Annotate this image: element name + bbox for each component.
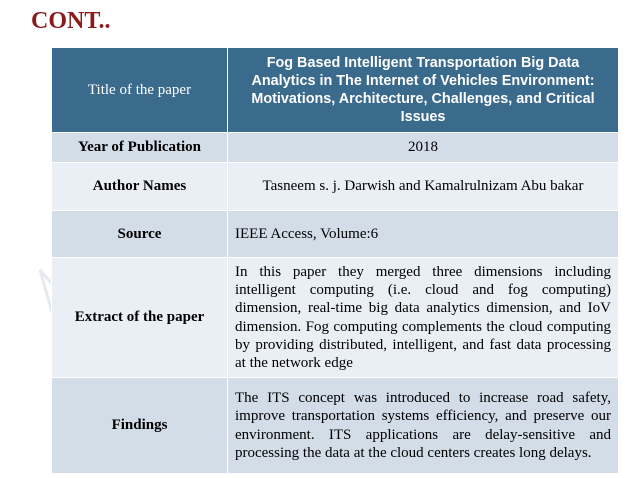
paper-details-table — [51, 47, 619, 474]
table-row-source — [52, 211, 619, 258]
table-row-authors — [52, 163, 619, 211]
table-row-findings — [52, 378, 619, 474]
author-names-value: Tasneem s. j. Darwish and Kamalrulnizam Abu bakar — [228, 163, 619, 211]
source-value: IEEE Access, Volume:6 — [228, 211, 619, 258]
row-label-authors: Author Names — [52, 163, 228, 211]
row-label-source: Source — [52, 211, 228, 258]
table-row-title — [52, 48, 619, 133]
slide-title: CONT.. — [31, 8, 111, 34]
row-label-findings: Findings — [52, 378, 228, 474]
extract-value: In this paper they merged three dimensions including intelligent computing (i.e. cloud and fog computing) dimension, real-time big data analytics dimension, and IoV dimension. Fog computing complements the cloud computing by providing distributed, intelligent, and fast data processing at the network edge — [228, 258, 619, 378]
row-label-extract: Extract of the paper — [52, 258, 228, 378]
publication-year-value: 2018 — [228, 133, 619, 163]
table-row-year — [52, 133, 619, 163]
table-row-extract — [52, 258, 619, 378]
paper-title-value: Fog Based Intelligent Transportation Big Data Analytics in The Internet of Vehicles Environment: Motivations, Architecture, Challenges, and Critical Issues — [228, 48, 619, 133]
findings-value: The ITS concept was introduced to increase road safety, improve transportation systems efficiency, and preserve our environment. ITS applications are delay-sensitive and processing the data at the cloud centers creates long delays. — [228, 378, 619, 474]
row-label-year: Year of Publication — [52, 133, 228, 163]
row-label-title: Title of the paper — [52, 48, 228, 133]
